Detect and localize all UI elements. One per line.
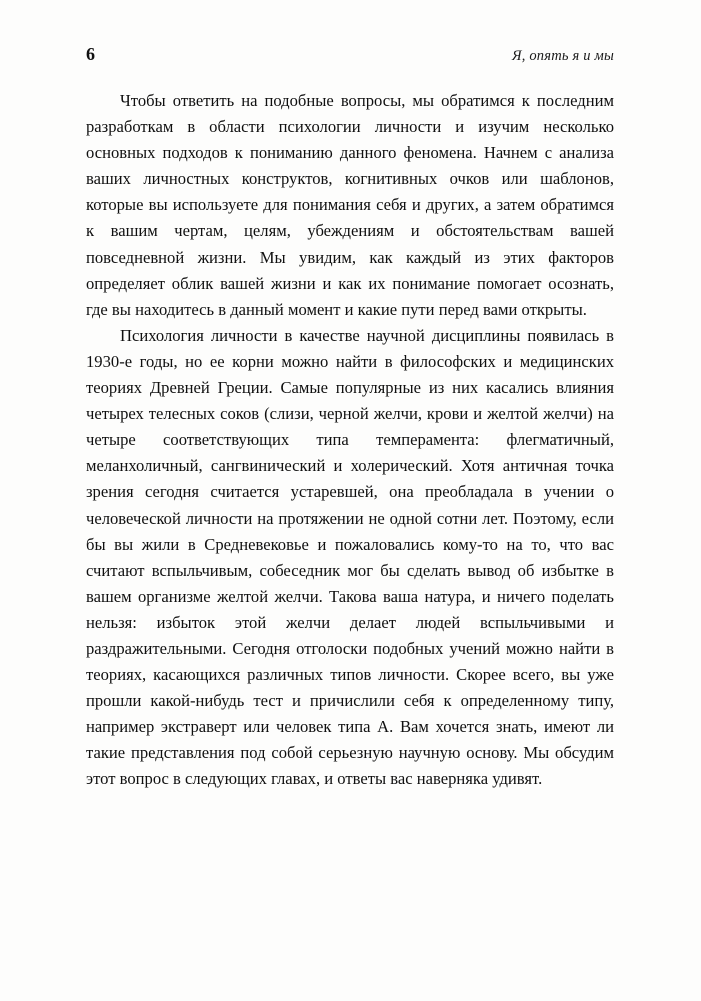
running-head bbox=[86, 44, 614, 70]
paragraph-1: Чтобы ответить на подобные вопросы, мы обратимся к последним разработкам в области психологии личности и изучим несколько основных подходов к пониманию данного феномена. Начнем с анализа ваших личностных конструктов, когнитивных очков или шаблонов, которые вы используете для понимания себя и других, а затем обратимся к вашим чертам, целям, убеждениям и обстоятельствам вашей повседневной жизни. Мы увидим, как каждый из этих факторов определяет облик вашей жизни и как их понимание помогает осознать, где вы находитесь в данный момент и какие пути перед вами открыты. bbox=[86, 91, 614, 319]
running-head-title: Я, опять я и мы bbox=[511, 48, 614, 64]
paragraph-2: Психология личности в качестве научной дисциплины появилась в 1930-е годы, но ее корни можно найти в философских и медицинских теориях Древней Греции. Самые популярные из них касались влияния четырех телесных соков (слизи, черной желчи, крови и желтой желчи) на четыре соответствующих типа темперамента: флегматичный, меланхоличный, сангвинический и холерический. Хотя античная точка зрения сегодня считается устаревшей, она преобладала в учении о человеческой личности на протяжении не одной сотни лет. Поэтому, если бы вы жили в Средневековье и пожаловались кому-то на то, что вас считают вспыльчивым, собеседник мог бы сделать вывод об избытке в вашем организме желтой желчи. Такова ваша натура, и ничего поделать нельзя: избыток этой желчи делает людей вспыльчивыми и раздражительными. Сегодня отголоски подобных учений можно найти в теориях, касающихся различных типов личности. Скорее всего, вы уже прошли какой-нибудь тест и причислили себя к определенному типу, например экстраверт или человек типа А. Вам хочется знать, имеют ли такие представления под собой серьезную научную основу. Мы обсудим этот вопрос в следующих главах, и ответы вас наверняка удивят. bbox=[86, 325, 614, 789]
body-text bbox=[86, 88, 614, 793]
page-number: 6 bbox=[86, 44, 96, 64]
page-content-area bbox=[86, 44, 614, 793]
